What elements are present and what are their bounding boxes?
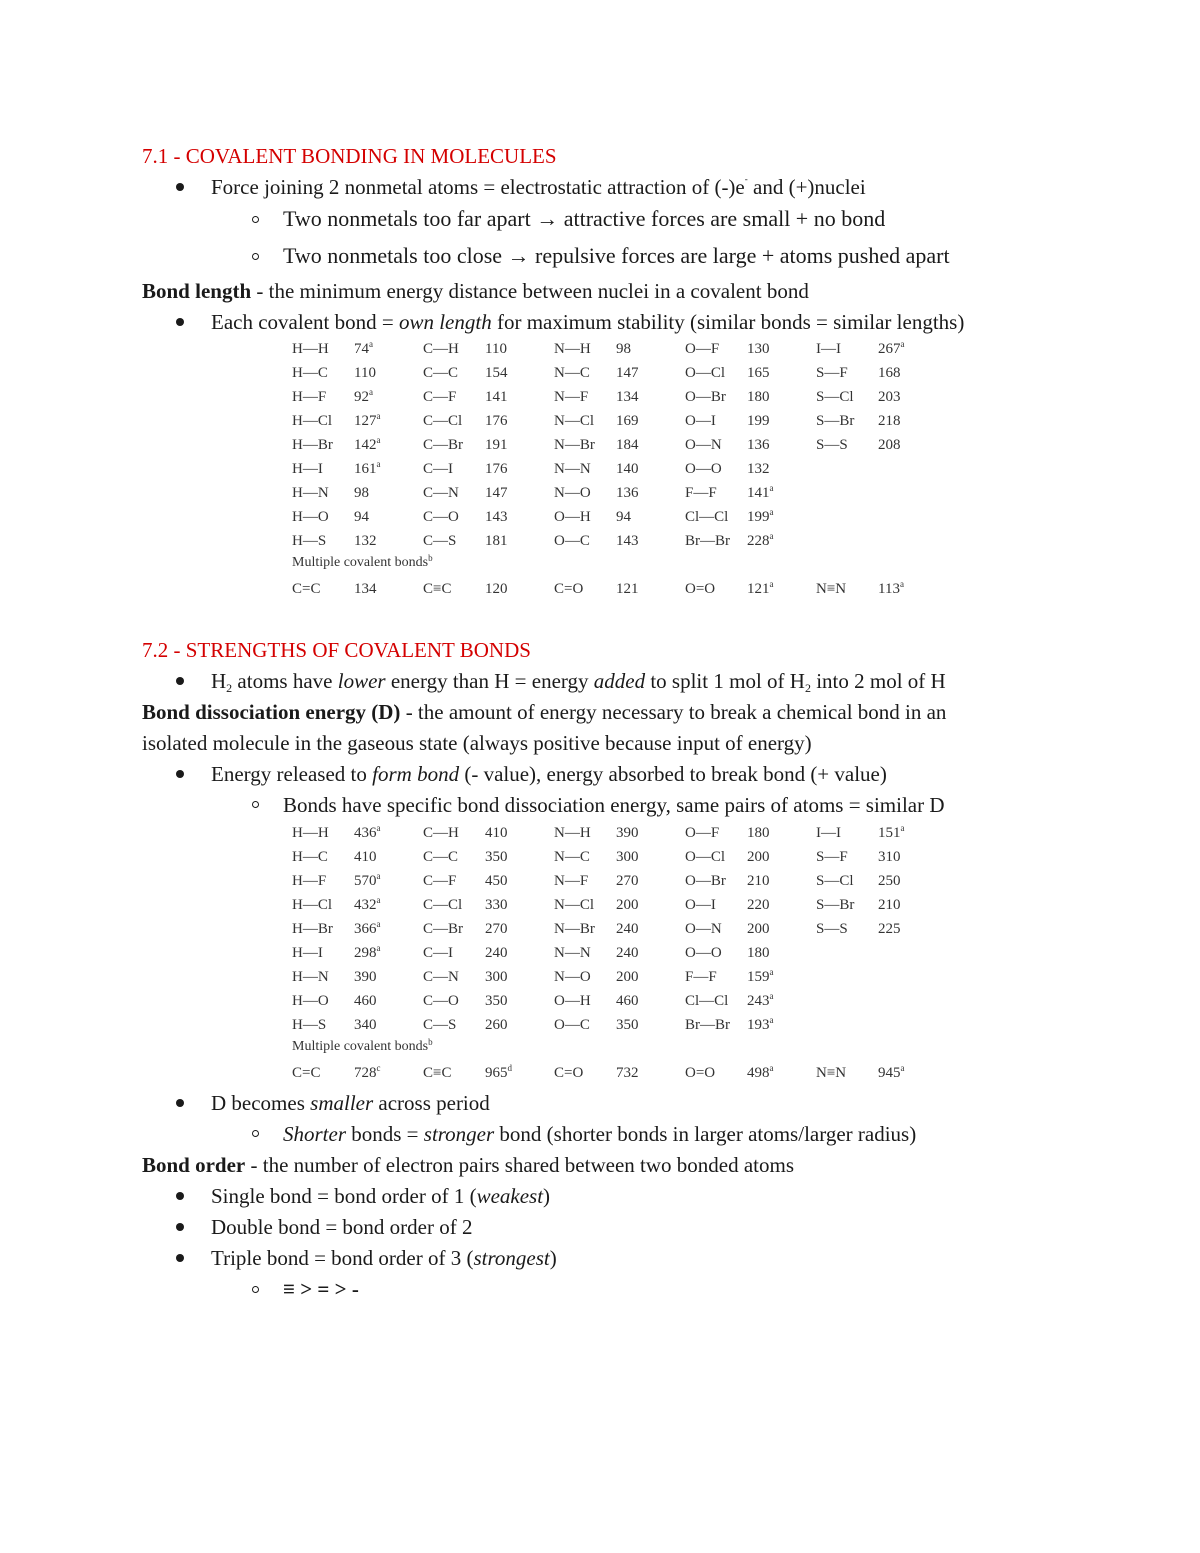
bond-value: 180: [747, 825, 770, 841]
bond-value: 98: [354, 485, 369, 501]
bond-label: H—H: [292, 341, 329, 357]
bond-value: 136: [616, 485, 639, 501]
bond-value: 94: [616, 509, 631, 525]
bond-value: 143: [616, 533, 639, 549]
bond-value: 169: [616, 413, 639, 429]
bond-value: 570$^a$: [354, 871, 381, 889]
bond-value: 121$^a$: [747, 579, 774, 597]
bond-label: O—N: [685, 921, 722, 937]
bond-value: 240: [485, 945, 508, 961]
bond-label: N—C: [554, 849, 590, 865]
bond-value: 210: [878, 897, 901, 913]
bond-value: 200: [616, 969, 639, 985]
bond-value: 176: [485, 413, 508, 429]
sub-bullet-text: Shorter bonds = stronger bond (shorter bonds in larger atoms/larger radius): [283, 1122, 917, 1146]
bond-value: 161$^a$: [354, 459, 381, 477]
bond-value: 260: [485, 1017, 508, 1033]
bond-value: 298$^a$: [354, 943, 381, 961]
bond-label: N—F: [554, 389, 589, 405]
bond-label: H—I: [292, 461, 323, 477]
bond-value: 220: [747, 897, 770, 913]
bond-label: Br—Br: [685, 533, 730, 549]
bond-label: H—C: [292, 365, 328, 381]
sub-bullet-text: ≡ > = > -: [283, 1277, 359, 1301]
bond-value: 92$^a$: [354, 387, 373, 405]
bond-value: 432$^a$: [354, 895, 381, 913]
bond-label: O=O: [685, 581, 716, 597]
bond-value: 199$^a$: [747, 507, 774, 525]
bond-label: C—I: [423, 461, 453, 477]
bond-label: S—S: [816, 437, 848, 453]
bond-label: O—N: [685, 437, 722, 453]
bond-label: N—Cl: [554, 897, 595, 913]
bond-value: 165: [747, 365, 770, 381]
bond-label: N—Br: [554, 437, 595, 453]
bond-value: 147: [616, 365, 639, 381]
bond-value: 159$^a$: [747, 967, 774, 985]
bond-label: N—O: [554, 969, 591, 985]
bullet-text: Force joining 2 nonmetal atoms = electrostatic attraction of (-)e- and (+)nuclei: [211, 174, 866, 199]
bond-value: 450: [485, 873, 508, 889]
bond-value: 136: [747, 437, 770, 453]
bond-value: 154: [485, 365, 508, 381]
bond-label: O—I: [685, 897, 716, 913]
bond-value: 498$^a$: [747, 1063, 774, 1081]
bond-value: 250: [878, 873, 901, 889]
bond-label: H—O: [292, 509, 329, 525]
bond-value: 74$^a$: [354, 339, 373, 357]
bond-value: 193$^a$: [747, 1015, 774, 1033]
bond-value: 141$^a$: [747, 483, 774, 501]
bond-value: 176: [485, 461, 508, 477]
bond-label: C—H: [423, 825, 459, 841]
bond-label: H—I: [292, 945, 323, 961]
bond-label: I—I: [816, 825, 841, 841]
bond-label: C—S: [423, 1017, 457, 1033]
bond-label: N—Cl: [554, 413, 595, 429]
bond-label: H—F: [292, 389, 327, 405]
bond-label: N—O: [554, 485, 591, 501]
bond-label: N—H: [554, 825, 591, 841]
bond-label: C—Cl: [423, 413, 463, 429]
bond-label: O—H: [554, 993, 591, 1009]
sub-bullet-icon: [252, 1286, 259, 1293]
section-heading-7-2: 7.2 - STRENGTHS OF COVALENT BONDS: [142, 638, 531, 662]
bond-label: O—F: [685, 341, 720, 357]
bond-value: 168: [878, 365, 901, 381]
bond-value: 243$^a$: [747, 991, 774, 1009]
bond-label: C=C: [292, 1065, 321, 1081]
bond-label: C=O: [554, 581, 584, 597]
bond-label: S—Cl: [816, 873, 854, 889]
bond-label: N—N: [554, 461, 591, 477]
bond-label: H—N: [292, 969, 329, 985]
bond-value: 132: [747, 461, 770, 477]
bond-label: N—Br: [554, 921, 595, 937]
sub-bullet-icon: [252, 801, 259, 808]
definition-continuation: isolated molecule in the gaseous state (always positive because input of energy): [142, 731, 812, 755]
bond-value: 270: [616, 873, 639, 889]
bond-value: 132: [354, 533, 377, 549]
bond-label: C—N: [423, 485, 459, 501]
bond-label: Cl—Cl: [685, 509, 729, 525]
bond-value: 300: [485, 969, 508, 985]
bond-label: H—S: [292, 1017, 327, 1033]
bond-value: 200: [747, 921, 770, 937]
bond-label: N≡N: [816, 1065, 847, 1081]
bullet-icon: [176, 183, 184, 191]
bond-value: 142$^a$: [354, 435, 381, 453]
bond-value: 436$^a$: [354, 823, 381, 841]
bullet-icon: [176, 318, 184, 326]
bullet-text: Single bond = bond order of 1 (weakest): [211, 1184, 551, 1208]
bond-label: C=O: [554, 1065, 584, 1081]
bullet-text: D becomes smaller across period: [211, 1091, 490, 1115]
bond-label: N≡N: [816, 581, 847, 597]
bond-value: 240: [616, 921, 639, 937]
bond-value: 130: [747, 341, 770, 357]
bond-label: O—H: [554, 509, 591, 525]
sub-bullet-text: Two nonmetals too close → repulsive forces are large + atoms pushed apart: [283, 243, 950, 268]
bond-label: H—F: [292, 873, 327, 889]
sub-bullet-icon: [252, 253, 259, 260]
bond-label: C—Cl: [423, 897, 463, 913]
bond-value: 390: [354, 969, 377, 985]
bond-label: C—C: [423, 849, 459, 865]
bond-value: 181: [485, 533, 508, 549]
bond-label: O=O: [685, 1065, 716, 1081]
bond-label: S—F: [816, 849, 848, 865]
bond-label: H—C: [292, 849, 328, 865]
bond-label: C—I: [423, 945, 453, 961]
multiple-bonds-label: Multiple covalent bonds$^b$: [292, 553, 433, 570]
bullet-text: Triple bond = bond order of 3 (strongest): [211, 1246, 557, 1270]
bond-label: O—O: [685, 461, 722, 477]
bond-label: C—N: [423, 969, 459, 985]
bond-value: 141: [485, 389, 508, 405]
bond-value: 366$^a$: [354, 919, 381, 937]
bond-value: 200: [616, 897, 639, 913]
bond-value: 203: [878, 389, 901, 405]
bond-label: O—Cl: [685, 849, 726, 865]
bond-value: 113$^a$: [878, 579, 904, 597]
bond-value: 300: [616, 849, 639, 865]
bullet-icon: [176, 677, 184, 685]
bond-label: O—I: [685, 413, 716, 429]
bond-label: H—H: [292, 825, 329, 841]
bond-value: 267$^a$: [878, 339, 905, 357]
bond-value: 199: [747, 413, 770, 429]
bullet-text: $H_2$ atoms have lower energy than H = energy added to split 1 mol of $H_2$ into 2 mol of H: [211, 669, 946, 695]
bond-value: 460: [616, 993, 639, 1009]
bullet-text: Each covalent bond = own length for maximum stability (similar bonds = similar lengths): [211, 310, 965, 334]
bond-value: 184: [616, 437, 639, 453]
bullet-icon: [176, 1223, 184, 1231]
bond-value: 350: [616, 1017, 639, 1033]
bond-label: O—Cl: [685, 365, 726, 381]
bond-value: 120: [485, 581, 508, 597]
bond-label: C—O: [423, 509, 459, 525]
bullet-icon: [176, 770, 184, 778]
bond-value: 330: [485, 897, 508, 913]
bullet-icon: [176, 1254, 184, 1262]
bond-label: S—Br: [816, 897, 855, 913]
bond-value: 134: [616, 389, 639, 405]
bond-label: O—C: [554, 533, 590, 549]
bond-value: 310: [878, 849, 901, 865]
bond-label: H—S: [292, 533, 327, 549]
bond-value: 340: [354, 1017, 377, 1033]
section-heading-7-1: 7.1 - COVALENT BONDING IN MOLECULES: [142, 144, 557, 168]
bond-value: 180: [747, 945, 770, 961]
bond-value: 228$^a$: [747, 531, 774, 549]
bond-value: 134: [354, 581, 377, 597]
bond-label: I—I: [816, 341, 841, 357]
bond-label: C—H: [423, 341, 459, 357]
bond-label: O—Br: [685, 389, 726, 405]
bond-value: 121: [616, 581, 639, 597]
bond-label: O—C: [554, 1017, 590, 1033]
bond-label: H—Cl: [292, 413, 333, 429]
sub-bullet-icon: [252, 1130, 259, 1137]
bond-label: N—C: [554, 365, 590, 381]
bond-value: 965$^d$: [485, 1063, 512, 1081]
bond-value: 410: [485, 825, 508, 841]
bond-value: 350: [485, 849, 508, 865]
bond-label: C—C: [423, 365, 459, 381]
bond-value: 127$^a$: [354, 411, 381, 429]
bond-value: 200: [747, 849, 770, 865]
bond-label: C≡C: [423, 581, 452, 597]
bond-value: 151$^a$: [878, 823, 905, 841]
definition-bond-dissociation-energy: Bond dissociation energy (D) - the amount of energy necessary to break a chemical bond in an: [142, 700, 947, 724]
sub-bullet-text: Two nonmetals too far apart → attractive forces are small + no bond: [283, 206, 886, 231]
bond-label: H—N: [292, 485, 329, 501]
bond-value: 143: [485, 509, 508, 525]
bond-label: C—Br: [423, 921, 464, 937]
bond-label: S—F: [816, 365, 848, 381]
bond-value: 732: [616, 1065, 639, 1081]
bullet-icon: [176, 1192, 184, 1200]
bullet-icon: [176, 1099, 184, 1107]
bond-value: 390: [616, 825, 639, 841]
bond-value: 225: [878, 921, 901, 937]
bond-value: 218: [878, 413, 901, 429]
bond-value: 350: [485, 993, 508, 1009]
bond-value: 140: [616, 461, 639, 477]
bond-label: S—S: [816, 921, 848, 937]
bond-label: C=C: [292, 581, 321, 597]
bond-label: H—O: [292, 993, 329, 1009]
bond-label: H—Cl: [292, 897, 333, 913]
bond-value: 147: [485, 485, 508, 501]
definition-bond-order: Bond order - the number of electron pairs shared between two bonded atoms: [142, 1153, 795, 1177]
bond-label: O—Br: [685, 873, 726, 889]
bond-label: N—N: [554, 945, 591, 961]
bond-value: 240: [616, 945, 639, 961]
bond-value: 98: [616, 341, 631, 357]
bond-value: 728$^c$: [354, 1063, 381, 1081]
bond-value: 945$^a$: [878, 1063, 905, 1081]
bond-value: 270: [485, 921, 508, 937]
bond-value: 410: [354, 849, 377, 865]
sub-bullet-text: Bonds have specific bond dissociation energy, same pairs of atoms = similar D: [283, 793, 945, 817]
bond-value: 191: [485, 437, 508, 453]
bond-label: N—F: [554, 873, 589, 889]
bond-value: 94: [354, 509, 369, 525]
sub-bullet-icon: [252, 216, 259, 223]
bond-value: 208: [878, 437, 901, 453]
bond-label: N—H: [554, 341, 591, 357]
bond-label: C—S: [423, 533, 457, 549]
bond-label: O—O: [685, 945, 722, 961]
bond-label: O—F: [685, 825, 720, 841]
bond-label: C—Br: [423, 437, 464, 453]
bond-value: 110: [485, 341, 507, 357]
bullet-text: Double bond = bond order of 2: [211, 1215, 473, 1239]
bond-label: S—Cl: [816, 389, 854, 405]
bond-label: C≡C: [423, 1065, 452, 1081]
bond-value: 460: [354, 993, 377, 1009]
definition-bond-length: Bond length - the minimum energy distance between nuclei in a covalent bond: [142, 279, 809, 303]
bond-label: F—F: [685, 485, 717, 501]
bond-label: C—O: [423, 993, 459, 1009]
bullet-text: Energy released to form bond (- value), energy absorbed to break bond (+ value): [211, 762, 887, 786]
bond-value: 210: [747, 873, 770, 889]
bond-label: F—F: [685, 969, 717, 985]
bond-value: 110: [354, 365, 376, 381]
bond-label: H—Br: [292, 437, 333, 453]
bond-label: H—Br: [292, 921, 333, 937]
bond-label: S—Br: [816, 413, 855, 429]
bond-label: Br—Br: [685, 1017, 730, 1033]
bond-label: C—F: [423, 389, 457, 405]
multiple-bonds-label: Multiple covalent bonds$^b$: [292, 1037, 433, 1054]
bond-label: C—F: [423, 873, 457, 889]
bond-value: 180: [747, 389, 770, 405]
bond-label: Cl—Cl: [685, 993, 729, 1009]
